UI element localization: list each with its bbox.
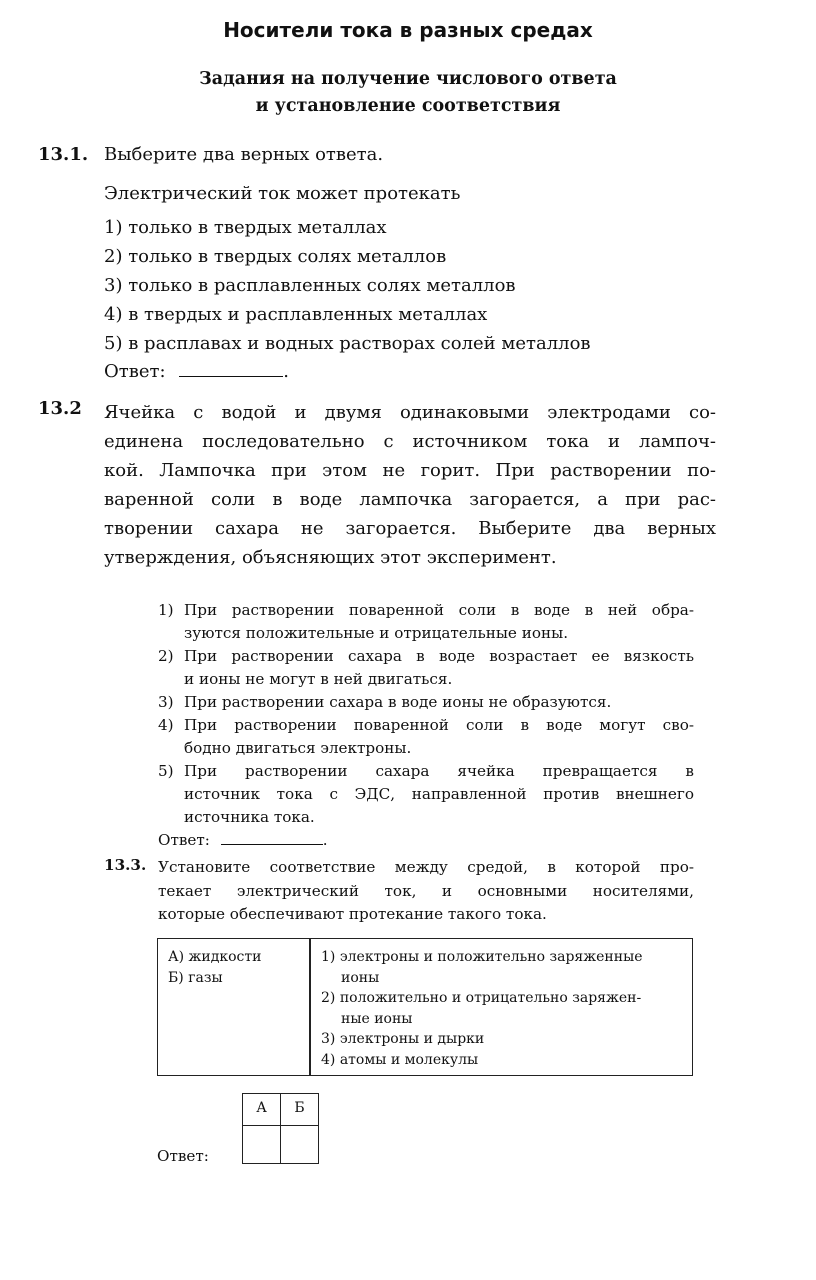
subtitle-line-2: и установление соответствия xyxy=(255,96,561,116)
q1-option-1: 1) только в твердых металлах xyxy=(104,217,387,238)
q2-answer-label: Ответ: xyxy=(158,831,210,849)
q1-instruction: Выберите два верных ответа. xyxy=(104,144,384,165)
q1-answer-blank[interactable] xyxy=(179,376,283,377)
q1-answer-row xyxy=(104,361,289,382)
q2-text-line: утверждения, объясняющих этот эксперимент. xyxy=(104,547,557,568)
q1-answer-label: Ответ: xyxy=(104,361,166,382)
q2-text-line: кой. Лампочка при этом не горит. При растворении по- xyxy=(104,460,716,481)
q2-text-line: творении сахара не загорается. Выберите два верных xyxy=(104,518,716,539)
q3-text: Установите соответствие между средой, в которой про- текает электрический ток, и основными носителями, которые обеспечивают протекание такого тока. xyxy=(158,858,694,923)
q1-answer-end: . xyxy=(283,361,289,382)
q1-option-3: 3) только в расплавленных солях металлов xyxy=(104,275,516,296)
q2-text-line: единена последовательно с источником тока и лампоч- xyxy=(104,431,716,452)
subtitle-line-1: Задания на получение числового ответа xyxy=(199,69,617,89)
q2-answer-end: . xyxy=(322,831,328,849)
grid-header-a: А xyxy=(256,1100,267,1116)
left-item-b: Б) газы xyxy=(168,970,223,986)
page-title: Носители тока в разных средах xyxy=(223,18,593,42)
q2-text-line: варенной соли в воде лампочка загорается, а при рас- xyxy=(104,489,716,510)
q2-option-4: 4) При растворении поваренной соли в воде могут сво- бодно двигаться электроны. xyxy=(158,716,694,757)
right-item-4: 4) атомы и молекулы xyxy=(321,1051,479,1068)
answer-grid xyxy=(242,1093,319,1164)
q1-option-4: 4) в твердых и расплавленных металлах xyxy=(104,304,488,325)
q1-option-5: 5) в расплавах и водных растворах солей металлов xyxy=(104,333,591,354)
right-item-1: 1) электроны и положительно заряженные ионы xyxy=(321,949,643,986)
right-item-3: 3) электроны и дырки xyxy=(321,1031,485,1047)
question-number-13-3: 13.3. xyxy=(104,856,147,874)
question-number-13-1: 13.1. xyxy=(38,144,89,165)
table-right-column xyxy=(321,947,681,1070)
right-item-2: 2) положительно и отрицательно заряжен- ные ионы xyxy=(321,990,642,1027)
table-divider xyxy=(309,939,311,1075)
q3-answer-label: Ответ: xyxy=(157,1147,209,1165)
left-item-a: А) жидкости xyxy=(168,949,262,965)
matching-table xyxy=(157,938,693,1076)
q1-option-2: 2) только в твердых солях металлов xyxy=(104,246,447,267)
question-number-13-2: 13.2 xyxy=(38,398,82,419)
q2-text-line: Ячейка с водой и двумя одинаковыми электродами со- xyxy=(104,402,716,423)
q2-option-5: 5) При растворении сахара ячейка превращается в источник тока с ЭДС, направленной против внешнего источника тока. xyxy=(158,762,694,826)
grid-cell-a[interactable] xyxy=(243,1126,280,1163)
table-left-column xyxy=(168,947,261,989)
q1-stem: Электрический ток может протекать xyxy=(104,183,461,204)
q2-answer-row xyxy=(158,829,694,852)
q2-option-1: 1) При растворении поваренной соли в воде в ней обра- зуются положительные и отрицательные ионы. xyxy=(158,601,694,642)
grid-cell-b[interactable] xyxy=(281,1126,318,1163)
q2-option-2: 2) При растворении сахара в воде возрастает ее вязкость и ионы не могут в ней двигаться. xyxy=(158,647,694,688)
q2-answer-blank[interactable] xyxy=(221,844,323,845)
q2-text xyxy=(104,398,716,572)
section-subtitle xyxy=(0,66,816,120)
q2-options xyxy=(158,599,694,852)
q2-option-3: 3) При растворении сахара в воде ионы не образуются. xyxy=(158,693,612,711)
grid-header-b: Б xyxy=(294,1100,305,1116)
